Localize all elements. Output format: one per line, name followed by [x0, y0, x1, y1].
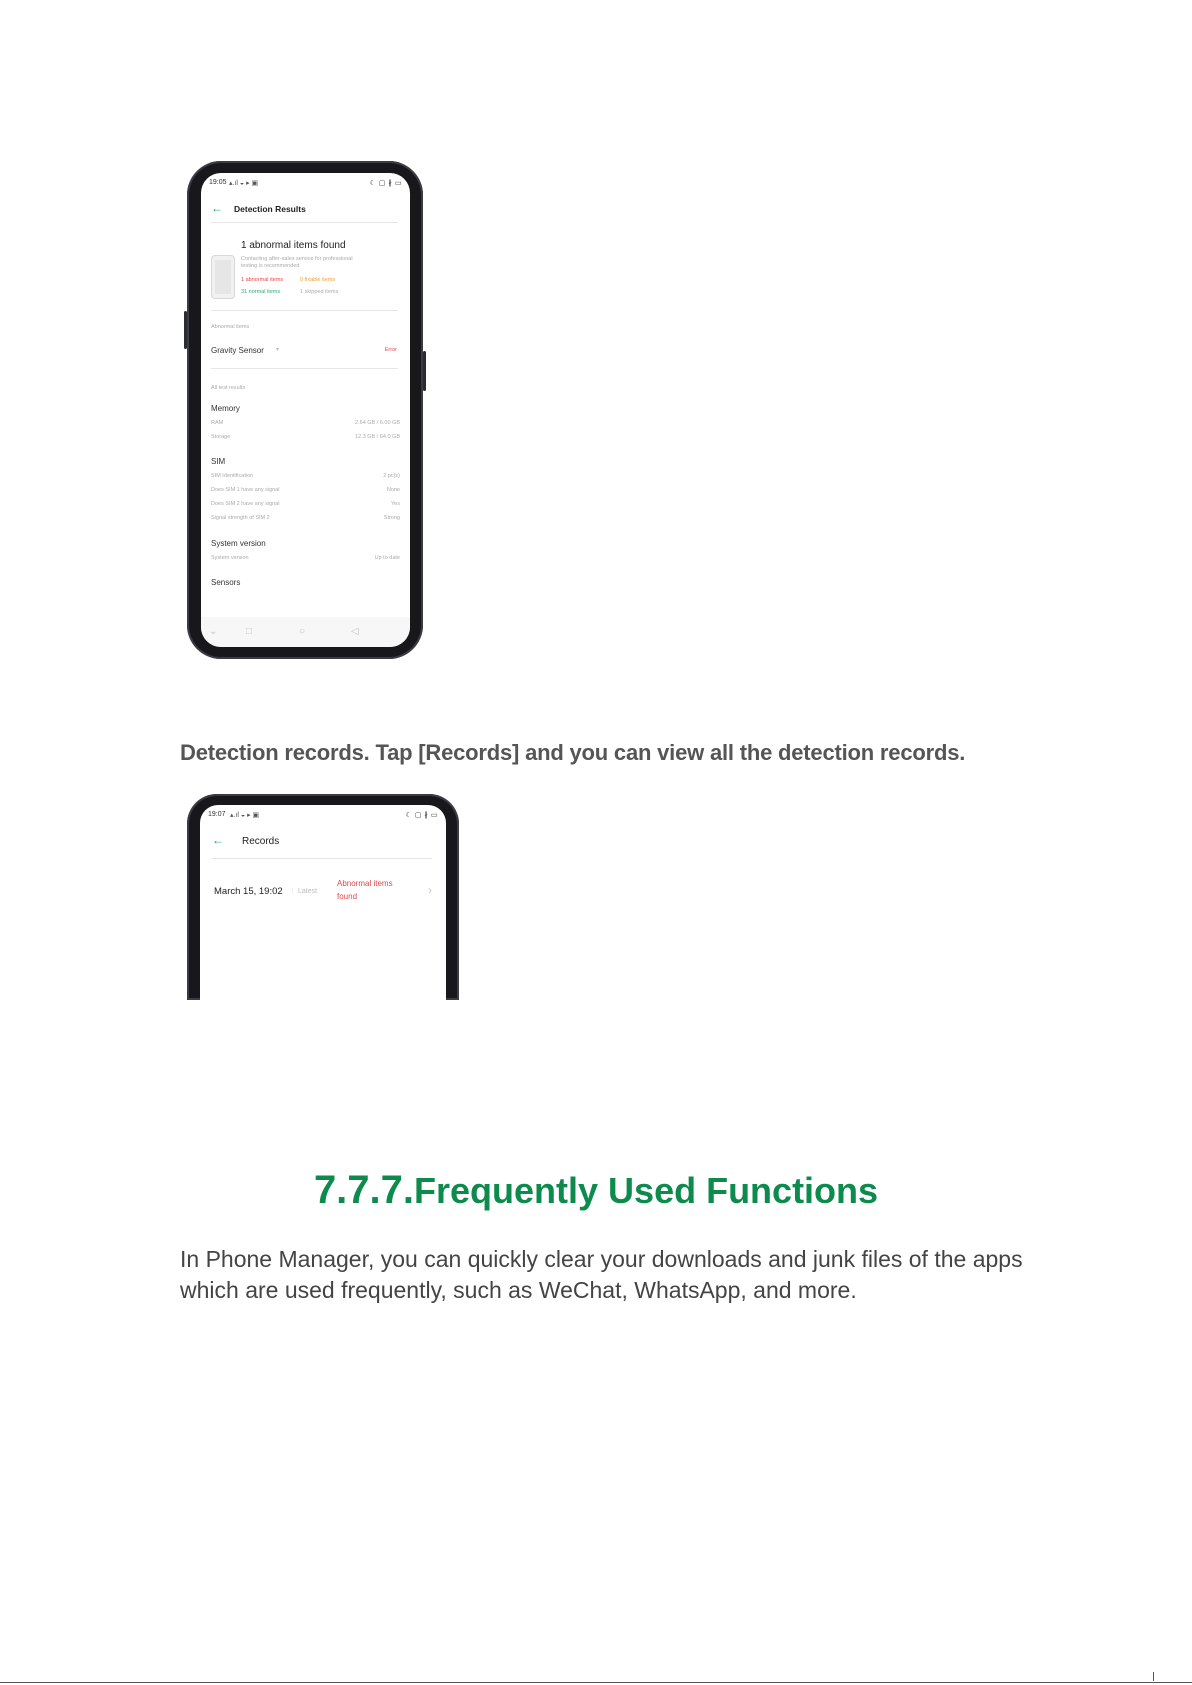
separator: | [292, 888, 294, 894]
section-header: Abnormal items [211, 324, 250, 330]
divider [211, 222, 398, 223]
back-icon[interactable]: ◁ [351, 626, 359, 637]
row-key: Does SIM 2 have any signal [211, 501, 280, 507]
row-key: System version [211, 555, 249, 561]
group-title-memory: Memory [211, 404, 240, 413]
section-header: All test results [211, 385, 246, 391]
row-value: Strong [383, 515, 400, 521]
status-time: 19:07 [208, 811, 226, 818]
recents-icon[interactable]: □ [246, 626, 253, 637]
footer-mark [1153, 1672, 1154, 1681]
signal-icons: ▴.ıl ◒ ▸ ▣ [230, 812, 260, 819]
phone-screenshot-detection-results [187, 161, 423, 659]
group-title-sensors: Sensors [211, 578, 241, 587]
chevron-down-icon[interactable]: ▾ [276, 347, 280, 353]
record-status: found [337, 892, 358, 901]
summary-title: 1 abnormal items found [241, 240, 346, 251]
row-key: Signal strength of SIM 2 [211, 515, 270, 521]
result-row [211, 473, 400, 481]
result-row [211, 420, 400, 428]
back-arrow-icon[interactable]: ← [212, 833, 224, 847]
group-title-system: System version [211, 539, 266, 548]
divider [211, 368, 398, 369]
phone-screen [200, 805, 446, 1000]
status-icons: ☾ ▢ ∦ ▭ [369, 180, 402, 187]
section-heading [0, 1168, 1192, 1213]
phone-screen [201, 173, 410, 647]
chevron-down-icon[interactable]: ⌄ [209, 626, 218, 637]
result-row [211, 487, 400, 495]
group-title-sim: SIM [211, 457, 226, 466]
signal-icons: ▴.ıl ◒ ▸ ▣ [229, 180, 259, 187]
summary-description: Contacting after-sales service for professional [241, 256, 353, 262]
record-row[interactable] [212, 879, 432, 909]
page-title: Records [242, 836, 280, 847]
row-value: Up to date [374, 555, 400, 561]
row-value: 2.64 GB / 6.00 GB [355, 420, 400, 426]
body-paragraph: In Phone Manager, you can quickly clear your downloads and junk files of the apps which are used frequently, such as WeChat, WhatsApp, and more. [180, 1246, 1023, 1303]
row-key: SIM Identification [211, 473, 254, 479]
latest-label: Latest [298, 888, 318, 895]
row-key: Storage [211, 434, 231, 440]
divider [211, 310, 398, 311]
page-title: Detection Results [234, 204, 306, 214]
status-icons: ☾ ▢ ∦ ▭ [405, 812, 438, 819]
phone-side-button [423, 351, 426, 391]
abnormal-item-label[interactable]: Gravity Sensor [211, 346, 264, 355]
row-value: 2 pc(s) [383, 473, 400, 479]
stat-normal: 31 normal items [241, 289, 281, 295]
result-row [211, 555, 400, 563]
summary-description: testing is recommended [241, 263, 300, 269]
row-value: 12.3 GB / 64.0 GB [355, 434, 400, 440]
row-key: RAM [211, 420, 224, 426]
back-arrow-icon[interactable]: ← [211, 201, 223, 215]
home-icon[interactable]: ○ [299, 626, 306, 637]
phone-device-screen [215, 260, 231, 294]
status-bar [208, 811, 438, 821]
record-status: Abnormal items [337, 879, 393, 888]
row-value: Yes [391, 501, 400, 507]
chevron-right-icon[interactable]: › [428, 883, 432, 897]
result-row [211, 501, 400, 509]
phone-side-button [184, 311, 187, 349]
record-date: March 15, 19:02 [214, 886, 283, 897]
phone-device-icon [211, 255, 235, 299]
stat-skipped: 1 skipped items [300, 289, 339, 295]
stat-abnormal: 1 abnormal items [241, 277, 284, 283]
footer-divider [0, 1682, 1192, 1683]
divider [212, 858, 432, 859]
caption-detection-records: Detection records. Tap [Records] and you can view all the detection records. [180, 740, 966, 765]
stat-fixable: 0 fixable items [300, 277, 336, 283]
row-value: None [386, 487, 400, 493]
result-row [211, 434, 400, 442]
section-title: Frequently Used Functions [414, 1170, 879, 1211]
section-number: 7.7.7. [313, 1168, 415, 1212]
status-time: 19:05 [209, 179, 227, 186]
error-status: Error [384, 347, 397, 353]
navigation-bar [201, 617, 410, 647]
status-bar [209, 179, 402, 189]
phone-screenshot-records [187, 794, 459, 1000]
result-row [211, 515, 400, 523]
row-key: Does SIM 1 have any signal [211, 487, 280, 493]
